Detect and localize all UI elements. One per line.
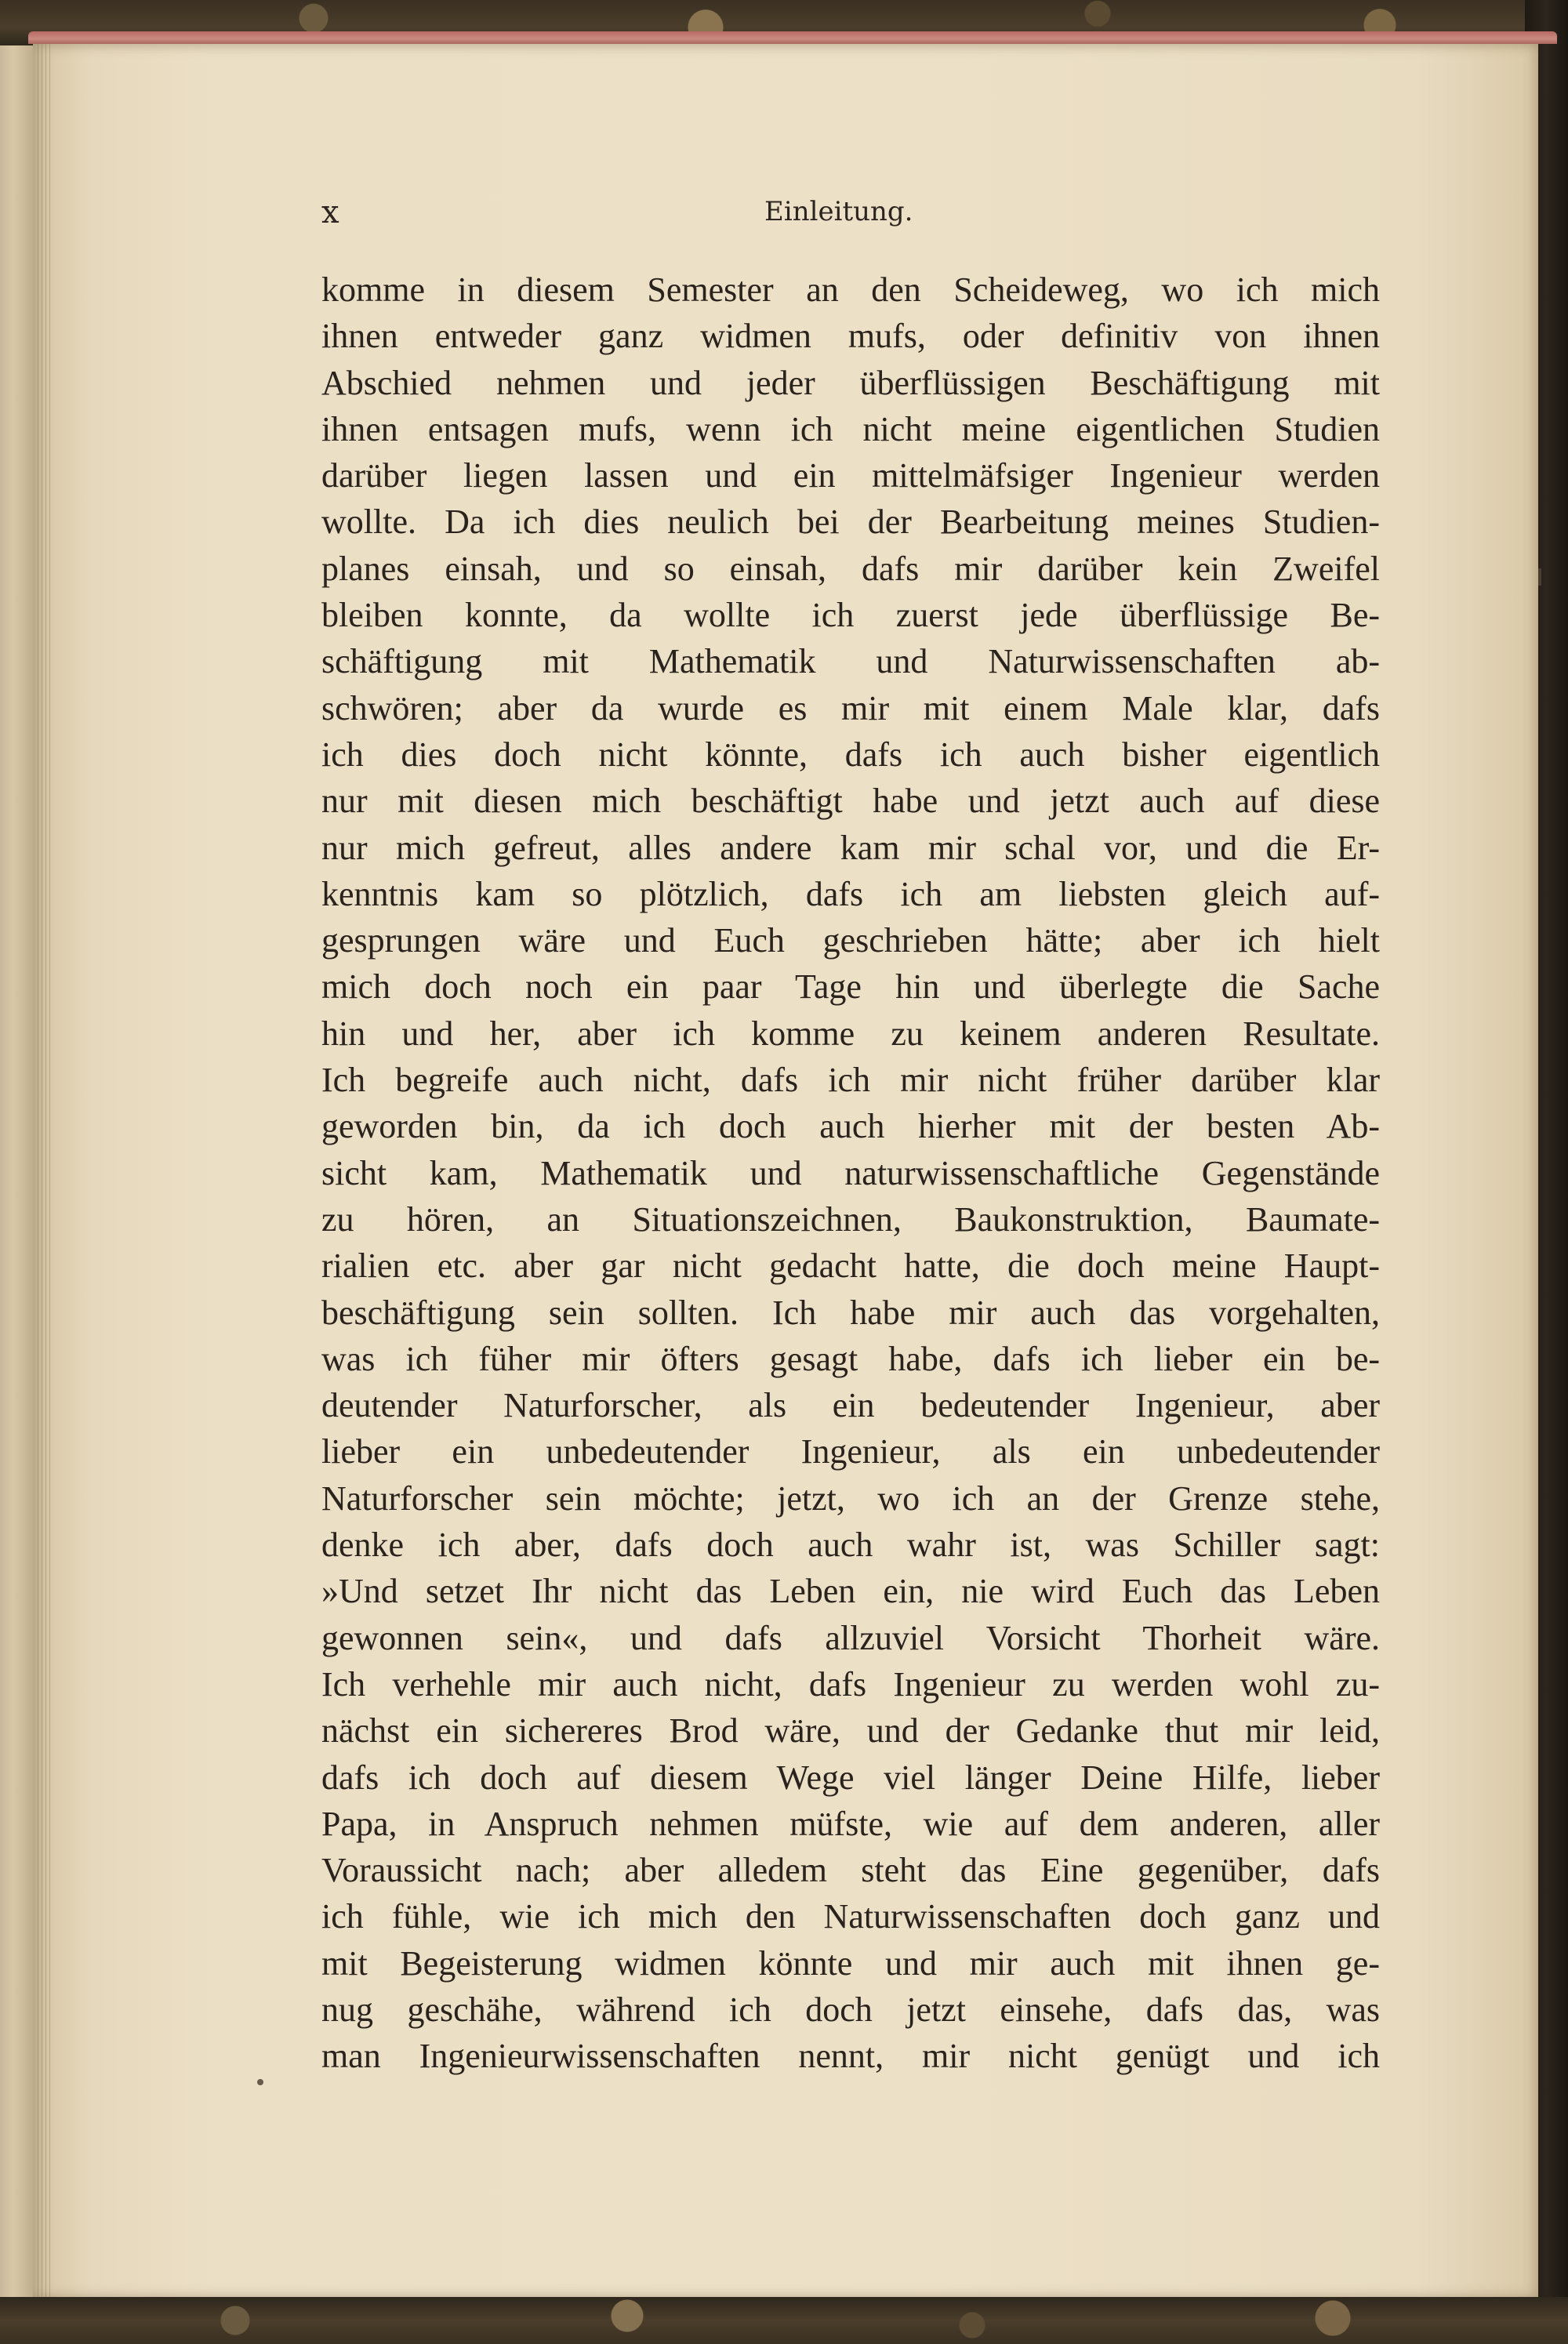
ink-speck <box>257 2079 263 2085</box>
text-line: was ich füher mir öfters gesagt habe, dafs ich lieber ein be- <box>321 1339 1380 1378</box>
text-line: ich fühle, wie ich mich den Naturwissenschaften doch ganz und <box>321 1897 1380 1936</box>
text-line: bleiben konnte, da wollte ich zuerst jede überflüssige Be- <box>321 596 1380 635</box>
text-line: mit Begeisterung widmen könnte und mir auch mit ihnen ge- <box>321 1943 1380 1983</box>
text-line: wollte. Da ich dies neulich bei der Bearbeitung meines Studien- <box>321 503 1380 542</box>
page-number: x <box>321 194 340 230</box>
text-line: gewonnen sein«, und dafs allzuviel Vorsicht Thorheit wäre. <box>321 1618 1380 1657</box>
text-line: ich dies doch nicht könnte, dafs ich auch bisher eigentlich <box>321 735 1380 774</box>
text-line: nug geschähe, während ich doch jetzt einsehe, dafs das, was <box>321 1990 1380 2029</box>
text-line: mich doch noch ein paar Tage hin und überlegte die Sache <box>321 967 1380 1007</box>
text-line: Ich verhehle mir auch nicht, dafs Ingenieur zu werden wohl zu- <box>321 1664 1380 1704</box>
text-line: komme in diesem Semester an den Scheideweg, wo ich mich <box>321 270 1380 309</box>
text-line: nächst ein sichereres Brod wäre, und der Gedanke thut mir leid, <box>321 1711 1380 1751</box>
page-header <box>321 194 1380 241</box>
red-page-edge <box>28 31 1557 44</box>
text-line: Papa, in Anspruch nehmen müfste, wie auf dem anderen, aller <box>321 1804 1380 1843</box>
text-line: hin und her, aber ich komme zu keinem anderen Resultate. <box>321 1014 1380 1053</box>
text-line: rialien etc. aber gar nicht gedacht hatte, die doch meine Haupt- <box>321 1246 1380 1286</box>
text-line: planes einsah, und so einsah, dafs mir darüber kein Zweifel <box>321 549 1380 588</box>
text-line: geworden bin, da ich doch auch hierher mit der besten Ab- <box>321 1107 1380 1146</box>
binding-mark <box>1538 568 1541 586</box>
text-line: Abschied nehmen und jeder überflüssigen Beschäftigung mit <box>321 363 1380 402</box>
text-line: schwören; aber da wurde es mir mit einem Male klar, dafs <box>321 688 1380 728</box>
text-line: zu hören, an Situationszeichnen, Baukonstruktion, Baumate- <box>321 1199 1380 1239</box>
text-line: nur mit diesen mich beschäftigt habe und jetzt auch auf diese <box>321 782 1380 821</box>
text-line: denke ich aber, dafs doch auch wahr ist, was Schiller sagt: <box>321 1526 1380 1565</box>
text-line: schäftigung mit Mathematik und Naturwissenschaften ab- <box>321 642 1380 681</box>
text-line: dafs ich doch auf diesem Wege viel länger Deine Hilfe, lieber <box>321 1758 1380 1797</box>
text-line: Voraussicht nach; aber alledem steht das Eine gegenüber, dafs <box>321 1851 1380 1890</box>
text-line: ihnen entweder ganz widmen mufs, oder definitiv von ihnen <box>321 317 1380 356</box>
running-head: Einleitung. <box>764 196 913 227</box>
text-line: darüber liegen lassen und ein mittelmäfsiger Ingenieur werden <box>321 456 1380 495</box>
text-line: beschäftigung sein sollten. Ich habe mir auch das vorgehalten, <box>321 1293 1380 1332</box>
marbled-binding-bottom <box>0 2297 1568 2344</box>
text-line: gesprungen wäre und Euch geschrieben hätte; aber ich hielt <box>321 921 1380 960</box>
page-stack-left <box>0 45 33 2297</box>
text-line: nur mich gefreut, alles andere kam mir schal vor, und die Er- <box>321 828 1380 867</box>
text-line: kenntnis kam so plötzlich, dafs ich am liebsten gleich auf- <box>321 874 1380 913</box>
text-line: Ich begreife auch nicht, dafs ich mir nicht früher darüber klar <box>321 1061 1380 1100</box>
text-line: Naturforscher sein möchte; jetzt, wo ich an der Grenze stehe, <box>321 1479 1380 1518</box>
text-line: ihnen entsagen mufs, wenn ich nicht meine eigentlichen Studien <box>321 409 1380 448</box>
text-line: lieber ein unbedeutender Ingenieur, als ein unbedeutender <box>321 1432 1380 1471</box>
text-line: deutender Naturforscher, als ein bedeutender Ingenieur, aber <box>321 1386 1380 1425</box>
text-line: »Und setzet Ihr nicht das Leben ein, nie wird Euch das Leben <box>321 1572 1380 1611</box>
text-line: man Ingenieurwissenschaften nennt, mir nicht genügt und ich <box>321 2037 1380 2076</box>
page-edge-lines <box>38 44 53 2299</box>
body-text <box>321 267 1380 2080</box>
text-line: sicht kam, Mathematik und naturwissenschaftliche Gegenstände <box>321 1153 1380 1192</box>
